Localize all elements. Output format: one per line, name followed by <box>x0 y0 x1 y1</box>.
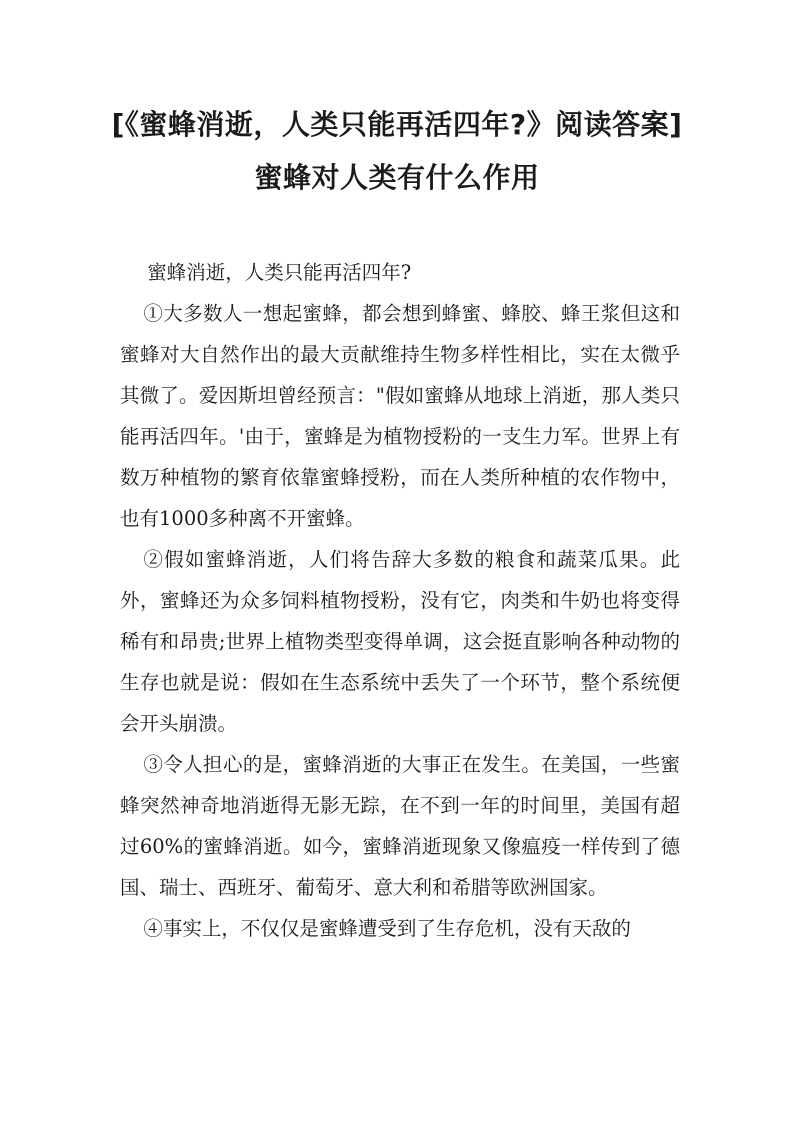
document-title: [《蜜蜂消逝，人类只能再活四年?》阅读答案]蜜蜂对人类有什么作用 <box>111 108 683 194</box>
paragraph-3: ③令人担心的是，蜜蜂消逝的大事正在发生。在美国，一些蜜蜂突然神奇地消逝得无影无踪，在不到一年的时间里，美国有超过60%的蜜蜂消逝。如今，蜜蜂消逝现象又像瘟疫一样传到了德国、瑞士、西班牙、葡萄牙、意大利和希腊等欧洲国家。 <box>120 753 680 899</box>
document-body <box>120 252 680 949</box>
paragraph-4: ④事实上，不仅仅是蜜蜂遭受到了生存危机，没有天敌的 <box>143 917 631 940</box>
paragraph-1: ①大多数人一想起蜜蜂，都会想到蜂蜜、蜂胶、蜂王浆但这和蜜蜂对大自然作出的最大贡献维持生物多样性相比，实在太微乎其微了。爱因斯坦曾经预言："假如蜜蜂从地球上消逝，那人类只能再活四年。'由于，蜜蜂是为植物授粉的一支生力军。世界上有数万种植物的繁育依靠蜜蜂授粉，而在人类所种植的农作物中，也有1000多种离不开蜜蜂。 <box>120 302 680 530</box>
paragraph-2: ②假如蜜蜂消逝，人们将告辞大多数的粮食和蔬菜瓜果。此外，蜜蜂还为众多饲料植物授粉，没有它，肉类和牛奶也将变得稀有和昂贵;世界上植物类型变得单调，这会挺直影响各种动物的生存也就是说：假如在生态系统中丢失了一个环节，整个系统便会开头崩溃。 <box>120 548 680 735</box>
article-subtitle: 蜜蜂消逝，人类只能再活四年? <box>147 261 412 284</box>
